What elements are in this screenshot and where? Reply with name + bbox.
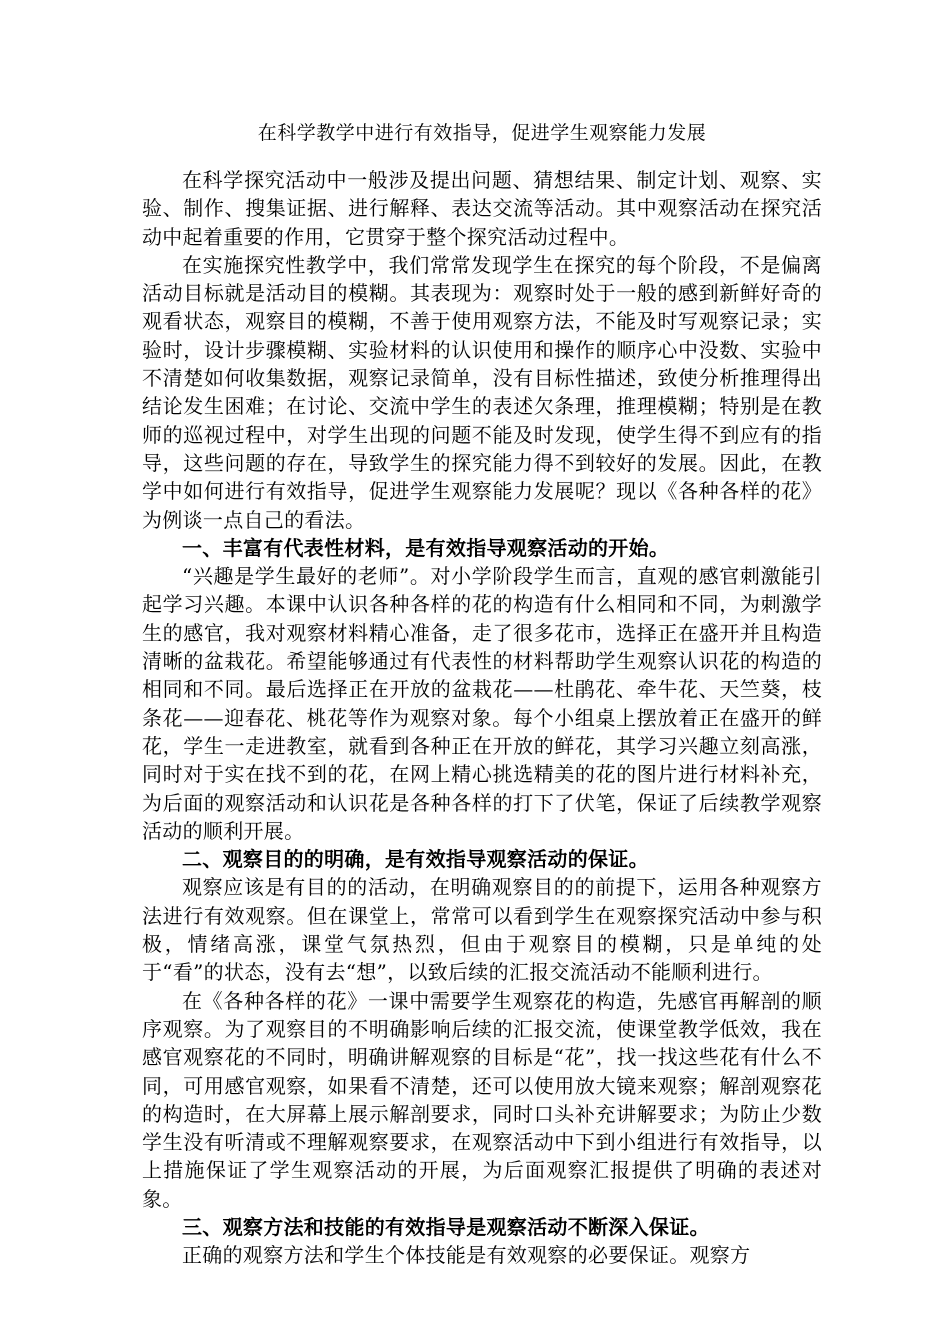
document-page — [142, 118, 822, 1270]
section-heading-2: 二、观察目的的明确，是有效指导观察活动的保证。 — [182, 847, 649, 872]
paragraph-purpose: 观察应该是有目的的活动，在明确观察目的的前提下，运用各种观察方法进行有效观察。但在课堂上，常常可以看到学生在观察探究活动中参与积极，情绪高涨，课堂气氛热烈，但由于观察目的模糊，只是单纯的处于“看”的状态，没有去“想”，以致后续的汇报交流活动不能顺利进行。 — [142, 875, 822, 985]
paragraph-materials: “兴趣是学生最好的老师”。对小学阶段学生而言，直观的感官刺激能引起学习兴趣。本课中认识各种各样的花的构造有什么相同和不同，为刺激学生的感官，我对观察材料精心准备，走了很多花市，选择正在盛开并且构造清晰的盆栽花。希望能够通过有代表性的材料帮助学生观察认识花的构造的相同和不同。最后选择正在开放的盆栽花——杜鹃花、牵牛花、天竺葵，枝条花——迎春花、桃花等作为观察对象。每个小组桌上摆放着正在盛开的鲜花，学生一走进教室，就看到各种正在开放的鲜花，其学习兴趣立刻高涨，同时对于实在找不到的花，在网上精心挑选精美的花的图片进行材料补充，为后面的观察活动和认识花是各种各样的打下了伏笔，保证了后续教学观察活动的顺利开展。 — [142, 564, 822, 843]
section-heading-3: 三、观察方法和技能的有效指导是观察活动不断深入保证。 — [182, 1214, 710, 1239]
paragraph-flower-lesson: 在《各种各样的花》一课中需要学生观察花的构造，先感官再解剖的顺序观察。为了观察目的不明确影响后续的汇报交流，使课堂教学低效，我在感官观察花的不同时，明确讲解观察的目标是“花”，找一找这些花有什么不同，可用感官观察，如果看不清楚，还可以使用放大镜来观察；解剖观察花的构造时，在大屏幕上展示解剖要求，同时口头补充讲解要求；为防止少数学生没有听清或不理解观察要求，在观察活动中下到小组进行有效指导，以上措施保证了学生观察活动的开展，为后面观察汇报提供了明确的表述对象。 — [142, 988, 822, 1211]
paragraph-problems: 在实施探究性教学中，我们常常发现学生在探究的每个阶段，不是偏离活动目标就是活动目的模糊。其表现为：观察时处于一般的感到新鲜好奇的观看状态，观察目的模糊，不善于使用观察方法，不能及时写观察记录；实验时，设计步骤模糊、实验材料的认识使用和操作的顺序心中没数、实验中不清楚如何收集数据，观察记录简单，没有目标性描述，致使分析推理得出结论发生困难；在讨论、交流中学生的表述欠条理，推理模糊；特别是在教师的巡视过程中，对学生出现的问题不能及时发现，使学生得不到应有的指导，这些问题的存在，导致学生的探究能力得不到较好的发展。因此，在教学中如何进行有效指导，促进学生观察能力发展呢？现以《各种各样的花》为例谈一点自己的看法。 — [142, 252, 822, 532]
paragraph-intro: 在科学探究活动中一般涉及提出问题、猜想结果、制定计划、观察、实验、制作、搜集证据、进行解释、表达交流等活动。其中观察活动在探究活动中起着重要的作用，它贯穿于整个探究活动过程中。 — [142, 168, 822, 249]
document-title: 在科学教学中进行有效指导，促进学生观察能力发展 — [257, 122, 707, 144]
section-heading-1: 一、丰富有代表性材料，是有效指导观察活动的开始。 — [182, 535, 670, 560]
paragraph-methods: 正确的观察方法和学生个体技能是有效观察的必要保证。观察方 — [182, 1243, 751, 1268]
